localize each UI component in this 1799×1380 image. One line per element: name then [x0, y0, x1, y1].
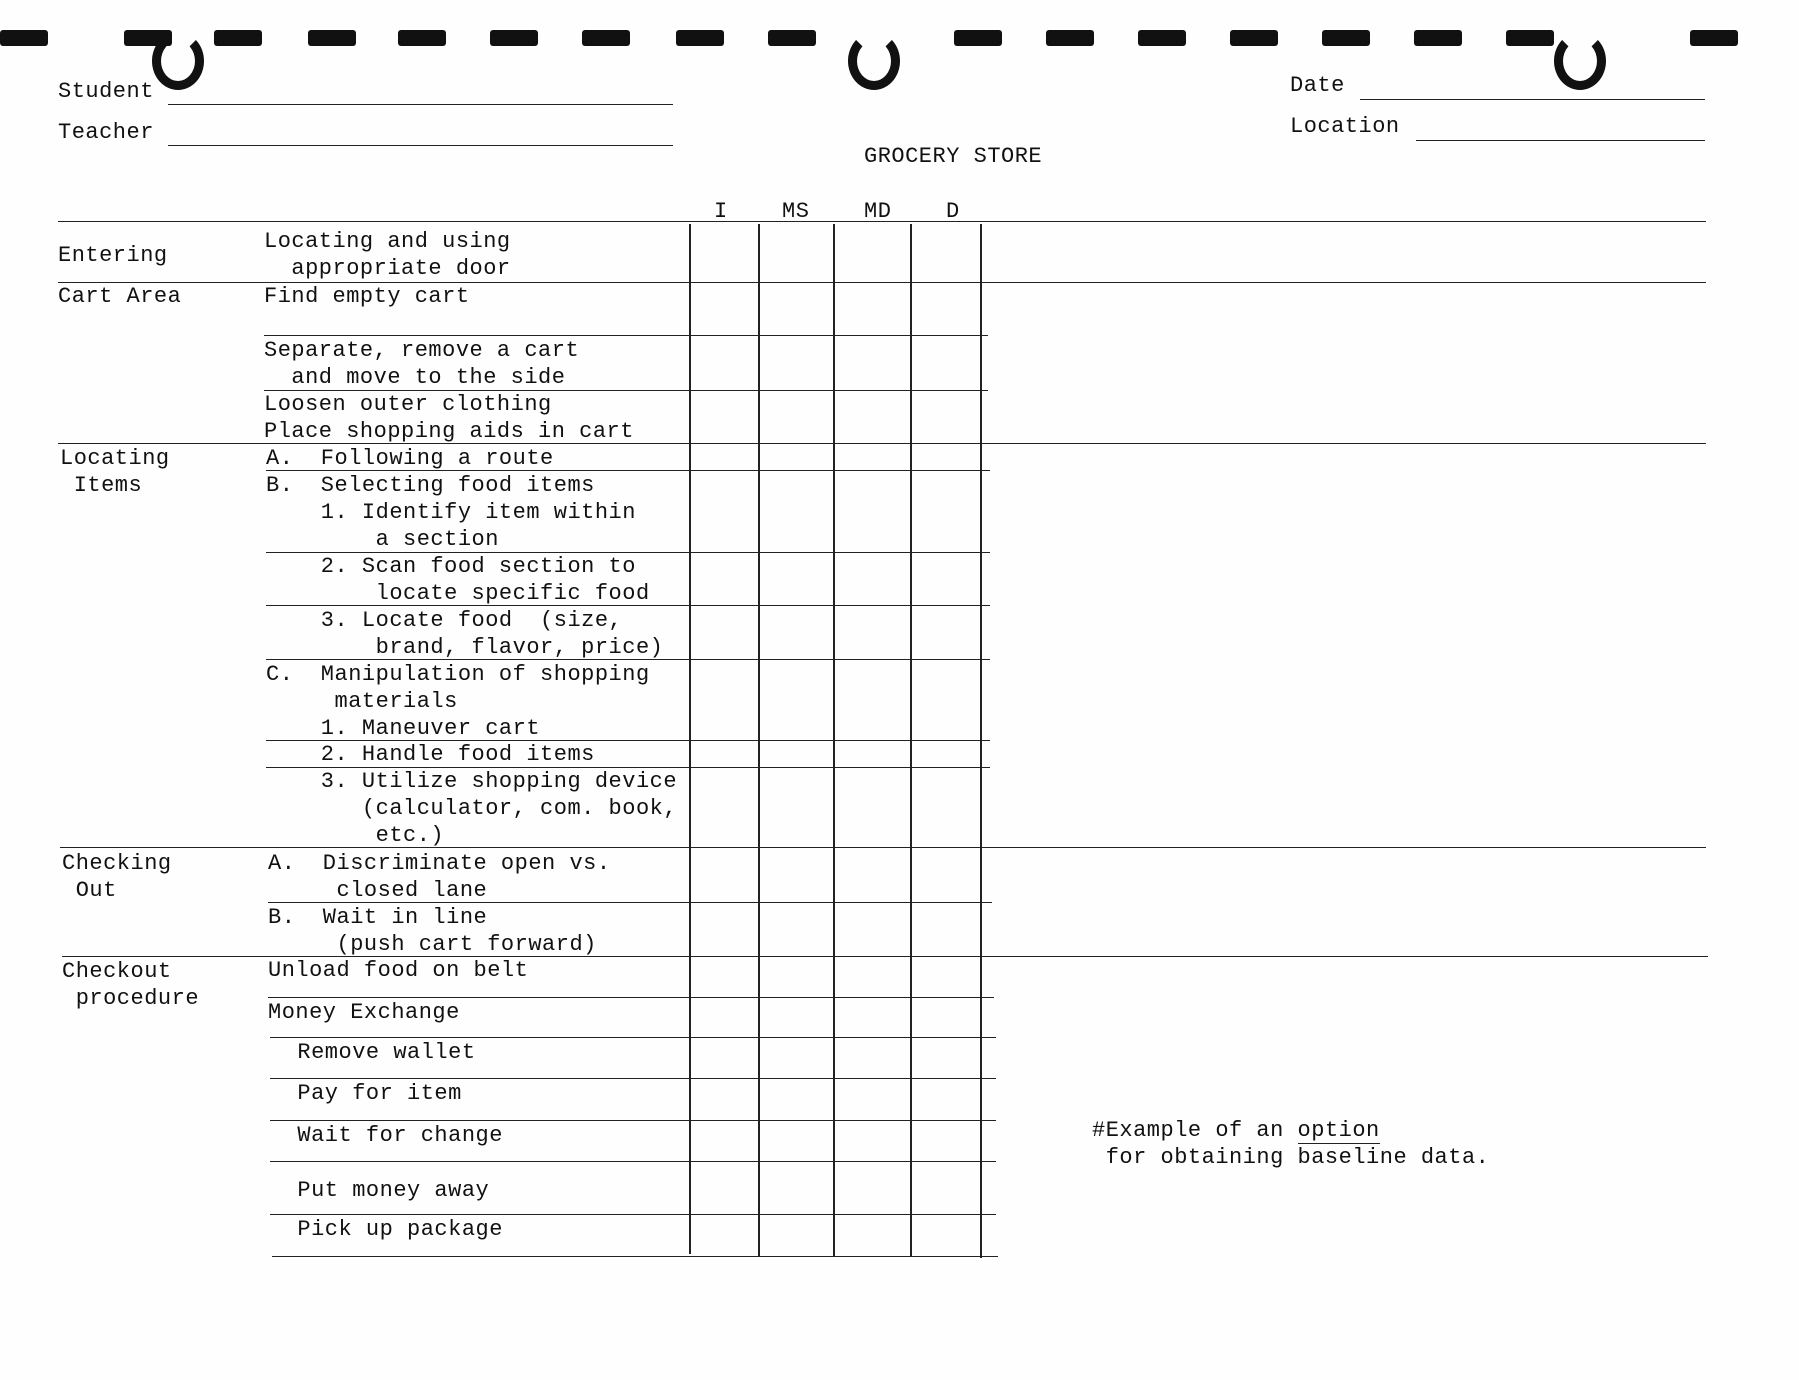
- binder-hole-icon: [152, 32, 204, 90]
- header-rule: [58, 221, 1706, 222]
- teacher-label: Teacher: [58, 120, 154, 145]
- item-text: B. Selecting food items: [266, 473, 595, 498]
- category-label: Cart Area: [58, 284, 182, 309]
- row-rule: [270, 1037, 996, 1038]
- item-text: closed lane: [268, 878, 488, 903]
- row-rule: [268, 997, 994, 998]
- footnote-prefix: #Example of an: [1092, 1118, 1298, 1143]
- item-text: etc.): [266, 823, 445, 848]
- item-text: locate specific food: [266, 581, 650, 606]
- item-text: brand, flavor, price): [266, 635, 664, 660]
- perforation-dash: [1414, 30, 1462, 46]
- perforation-dash: [1046, 30, 1094, 46]
- row-rule: [270, 1161, 996, 1162]
- perforation-dash: [1138, 30, 1186, 46]
- item-text: 1. Identify item within: [266, 500, 636, 525]
- perforation-dash: [954, 30, 1002, 46]
- item-text: C. Manipulation of shopping: [266, 662, 650, 687]
- item-text: Place shopping aids in cart: [264, 419, 634, 444]
- item-text: materials: [266, 689, 458, 714]
- column-divider: [910, 224, 912, 1256]
- section-rule: [58, 443, 1706, 444]
- row-rule: [270, 1214, 996, 1215]
- form-title: GROCERY STORE: [864, 144, 1043, 169]
- item-text: a section: [266, 527, 499, 552]
- category-label: procedure: [62, 986, 200, 1011]
- row-rule: [270, 1078, 996, 1079]
- perforation-dash: [1506, 30, 1554, 46]
- category-label: Out: [62, 878, 117, 903]
- perforation-dash: [490, 30, 538, 46]
- row-rule: [268, 902, 992, 903]
- item-text: A. Discriminate open vs.: [268, 851, 611, 876]
- item-text: B. Wait in line: [268, 905, 488, 930]
- perforation-dash: [1322, 30, 1370, 46]
- perforation-dash: [1230, 30, 1278, 46]
- item-text: Unload food on belt: [268, 958, 529, 983]
- item-text: Locating and using: [264, 229, 511, 254]
- perforation-dash: [214, 30, 262, 46]
- perforation-dash: [1690, 30, 1738, 46]
- item-text: Pay for item: [270, 1081, 462, 1106]
- item-text: Remove wallet: [270, 1040, 476, 1065]
- item-text: A. Following a route: [266, 446, 554, 471]
- item-text: Money Exchange: [268, 1000, 460, 1025]
- item-text: 3. Utilize shopping device: [266, 769, 678, 794]
- category-label: Locating: [60, 446, 170, 471]
- item-text: Separate, remove a cart: [264, 338, 580, 363]
- column-divider: [689, 224, 691, 1254]
- column-header-i: I: [714, 199, 728, 224]
- date-field-line[interactable]: [1360, 99, 1705, 100]
- column-divider: [758, 224, 760, 1256]
- perforation-dash: [676, 30, 724, 46]
- row-rule: [270, 1120, 996, 1121]
- item-text: Find empty cart: [264, 284, 470, 309]
- item-text: 2. Scan food section to: [266, 554, 636, 579]
- row-rule: [266, 659, 990, 660]
- perforation-dash: [398, 30, 446, 46]
- location-field-line[interactable]: [1416, 140, 1705, 141]
- binder-hole-icon: [1554, 32, 1606, 90]
- student-field-line[interactable]: [168, 104, 673, 105]
- item-text: (calculator, com. book,: [266, 796, 678, 821]
- category-label: Checkout: [62, 959, 172, 984]
- row-rule: [264, 335, 988, 336]
- perforation-strip: [0, 22, 1799, 54]
- date-label: Date: [1290, 73, 1345, 98]
- category-label: Checking: [62, 851, 172, 876]
- section-rule: [60, 847, 1706, 848]
- item-text: Loosen outer clothing: [264, 392, 552, 417]
- item-text: and move to the side: [264, 365, 566, 390]
- item-text: 1. Maneuver cart: [266, 716, 541, 741]
- location-label: Location: [1290, 114, 1400, 139]
- footnote-line-2: for obtaining baseline data.: [1092, 1145, 1490, 1170]
- item-text: appropriate door: [264, 256, 511, 281]
- row-rule: [266, 470, 990, 471]
- perforation-dash: [308, 30, 356, 46]
- footnote-line-1: [1092, 1117, 1380, 1144]
- binder-hole-icon: [848, 32, 900, 90]
- item-text: 2. Handle food items: [266, 742, 595, 767]
- column-header-d: D: [946, 199, 960, 224]
- row-rule: [272, 1256, 998, 1257]
- item-text: Wait for change: [270, 1123, 503, 1148]
- row-rule: [266, 605, 990, 606]
- footnote-underlined-word: option: [1297, 1118, 1380, 1143]
- column-divider: [833, 224, 835, 1256]
- column-header-md: MD: [864, 199, 892, 224]
- perforation-dash: [0, 30, 48, 46]
- item-text: Pick up package: [270, 1217, 503, 1242]
- perforation-dash: [582, 30, 630, 46]
- item-text: 3. Locate food (size,: [266, 608, 623, 633]
- perforation-dash: [768, 30, 816, 46]
- item-text: (push cart forward): [268, 932, 597, 957]
- category-label: Items: [60, 473, 143, 498]
- category-label: Entering: [58, 243, 168, 268]
- column-divider: [980, 224, 982, 1258]
- column-header-ms: MS: [782, 199, 810, 224]
- teacher-field-line[interactable]: [168, 145, 673, 146]
- item-text: Put money away: [270, 1178, 490, 1203]
- student-label: Student: [58, 79, 154, 104]
